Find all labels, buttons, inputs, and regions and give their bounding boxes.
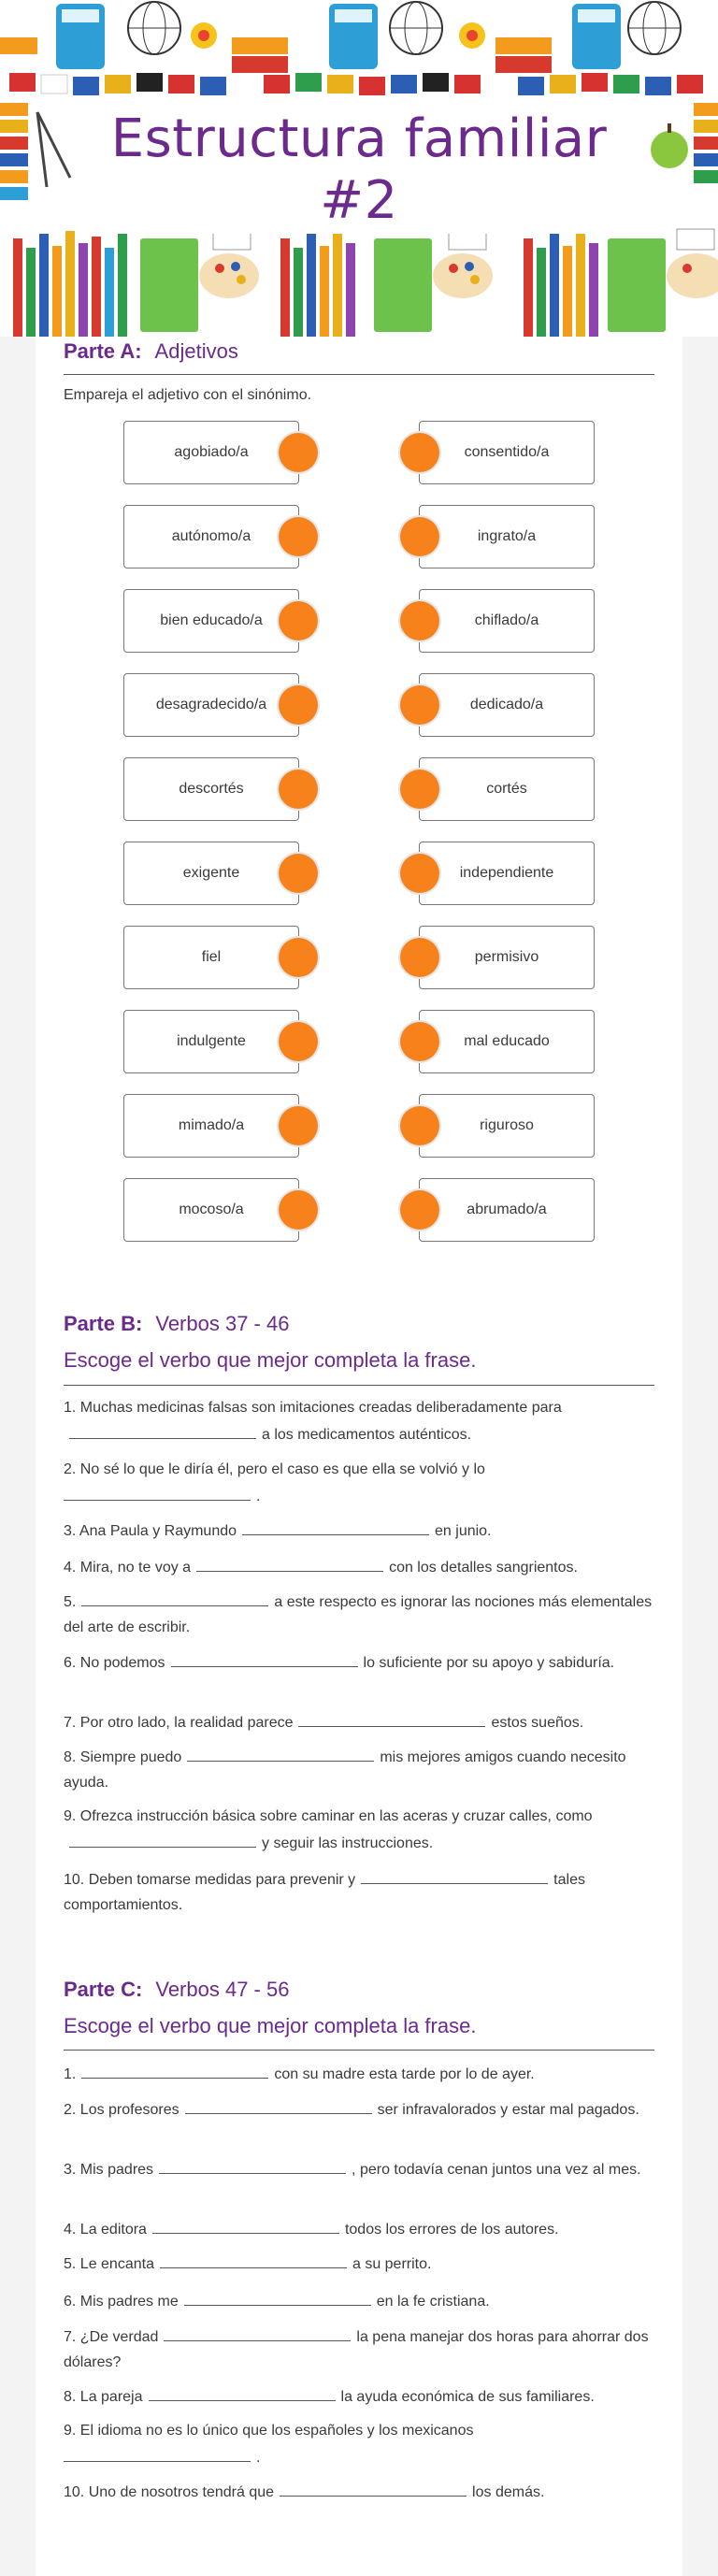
match-right-box[interactable]: permisivo bbox=[419, 926, 595, 989]
question-text-after: en junio. bbox=[435, 1523, 492, 1539]
question-text-before: 5. bbox=[64, 1594, 77, 1610]
match-left-connector[interactable] bbox=[279, 1022, 318, 1061]
match-left-connector[interactable] bbox=[279, 1190, 318, 1230]
question-item bbox=[64, 2095, 654, 2123]
answer-blank[interactable] bbox=[64, 1482, 251, 1501]
question-text-before: 3. Ana Paula y Raymundo bbox=[64, 1523, 237, 1539]
question-text-before: 5. Le encanta bbox=[64, 2256, 154, 2272]
match-left-box[interactable]: desagradecido/a bbox=[123, 673, 299, 737]
part-b-name: Verbos 37 - 46 bbox=[155, 1312, 290, 1335]
answer-blank[interactable] bbox=[81, 1588, 268, 1606]
answer-blank[interactable] bbox=[184, 2287, 371, 2306]
question-text-before: 8. La pareja bbox=[64, 2389, 143, 2405]
page-title-line-2: #2 bbox=[320, 170, 398, 231]
page-title-line-1: Estructura familiar bbox=[110, 108, 608, 169]
match-left-connector[interactable] bbox=[279, 685, 318, 725]
answer-blank[interactable] bbox=[298, 1708, 485, 1727]
question-item bbox=[64, 2250, 654, 2277]
match-left-connector[interactable] bbox=[279, 433, 318, 472]
question-text-before: 2. Los profesores bbox=[64, 2102, 180, 2118]
match-left-box[interactable]: mimado/a bbox=[123, 1094, 299, 1158]
question-item bbox=[64, 2418, 654, 2470]
match-right-connector[interactable] bbox=[400, 601, 439, 640]
question-text-after: con su madre esta tarde por lo de ayer. bbox=[274, 2066, 535, 2082]
question-text-after: con los detalles sangrientos. bbox=[389, 1560, 578, 1576]
match-right-connector[interactable] bbox=[400, 1190, 439, 1230]
question-text-after: todos los errores de los autores. bbox=[344, 2222, 559, 2238]
match-right-connector[interactable] bbox=[400, 685, 439, 725]
question-text-before: 1. bbox=[64, 2066, 77, 2082]
question-text-before: 4. La editora bbox=[64, 2222, 147, 2238]
question-item bbox=[64, 2478, 654, 2505]
answer-blank[interactable] bbox=[185, 2095, 372, 2114]
part-a-title bbox=[64, 339, 238, 364]
question-text-after: la ayuda económica de sus familiares. bbox=[340, 2389, 595, 2405]
match-right-box[interactable]: riguroso bbox=[419, 1094, 595, 1158]
match-right-box[interactable]: dedicado/a bbox=[419, 673, 595, 737]
match-left-box[interactable]: mocoso/a bbox=[123, 1178, 299, 1242]
match-right-box[interactable]: independiente bbox=[419, 842, 595, 905]
question-text-after: , pero todavía cenan juntos una vez al mes. bbox=[352, 2162, 641, 2178]
question-text-after: a los medicamentos auténticos. bbox=[262, 1427, 472, 1443]
match-left-box[interactable]: autónomo/a bbox=[123, 505, 299, 568]
question-text-before: 3. Mis padres bbox=[64, 2162, 154, 2178]
part-b-title bbox=[64, 1312, 289, 1336]
answer-blank[interactable] bbox=[187, 1743, 374, 1762]
question-item bbox=[64, 2215, 654, 2242]
match-left-box[interactable]: agobiado/a bbox=[123, 421, 299, 484]
question-item bbox=[64, 1708, 654, 1735]
question-item bbox=[64, 2155, 654, 2182]
match-right-box[interactable]: chiflado/a bbox=[419, 589, 595, 653]
match-left-box[interactable]: exigente bbox=[123, 842, 299, 905]
answer-blank[interactable] bbox=[160, 2250, 347, 2268]
answer-blank[interactable] bbox=[196, 1553, 383, 1572]
question-item bbox=[64, 1588, 654, 1640]
answer-blank[interactable] bbox=[81, 2060, 268, 2079]
question-text-after: lo suficiente por su apoyo y sabiduría. bbox=[363, 1655, 615, 1671]
answer-blank[interactable] bbox=[69, 1829, 256, 1848]
question-text-before: 1. Muchas medicinas falsas son imitaciones creadas deliberadamente para bbox=[64, 1400, 562, 1416]
match-right-box[interactable]: abrumado/a bbox=[419, 1178, 595, 1242]
part-a-instruction: Empareja el adjetivo con el sinónimo. bbox=[64, 387, 312, 403]
part-a-label-text: Parte A: bbox=[64, 339, 142, 363]
match-left-box[interactable]: descortés bbox=[123, 757, 299, 821]
part-b-label: Parte B: bbox=[64, 1312, 143, 1335]
answer-blank[interactable] bbox=[280, 2478, 467, 2497]
question-text-after: estos sueños. bbox=[491, 1715, 584, 1731]
match-right-connector[interactable] bbox=[400, 517, 439, 556]
question-text-after: y seguir las instrucciones. bbox=[262, 1835, 434, 1851]
match-left-connector[interactable] bbox=[279, 770, 318, 809]
part-a-name: Adjetivos bbox=[154, 339, 238, 363]
question-text-before: 7. Por otro lado, la realidad parece bbox=[64, 1715, 294, 1731]
question-text-after: la pena manejar dos horas para ahorrar dos dólares? bbox=[64, 2329, 649, 2370]
question-item bbox=[64, 1395, 654, 1447]
question-text-after: en la fe cristiana. bbox=[376, 2294, 490, 2310]
part-c-name: Verbos 47 - 56 bbox=[155, 1978, 290, 2001]
part-c-divider bbox=[64, 2050, 654, 2051]
match-left-box[interactable]: indulgente bbox=[123, 1010, 299, 1073]
match-left-box[interactable]: fiel bbox=[123, 926, 299, 989]
question-item bbox=[64, 2060, 654, 2087]
match-right-connector[interactable] bbox=[400, 770, 439, 809]
question-item bbox=[64, 1517, 654, 1544]
part-b-divider bbox=[64, 1385, 654, 1386]
answer-blank[interactable] bbox=[171, 1648, 358, 1667]
question-text-after: a este respecto es ignorar las nociones más elementales del arte de escribir. bbox=[64, 1594, 653, 1635]
answer-blank[interactable] bbox=[164, 2323, 351, 2341]
match-right-connector[interactable] bbox=[400, 938, 439, 977]
question-text-before: 6. No podemos bbox=[64, 1655, 165, 1671]
question-text-after: mis mejores amigos cuando necesito ayuda. bbox=[64, 1749, 626, 1791]
question-text-after: tales comportamientos. bbox=[64, 1872, 585, 1913]
question-item bbox=[64, 1648, 654, 1676]
question-item bbox=[64, 1865, 654, 1918]
part-b-subtitle: Escoge el verbo que mejor completa la frase. bbox=[64, 1348, 477, 1372]
question-text-before: 2. No sé lo que le diría él, pero el caso es que ella se volvió y lo bbox=[64, 1461, 485, 1477]
question-item bbox=[64, 1457, 654, 1509]
answer-blank[interactable] bbox=[69, 1420, 256, 1439]
match-right-box[interactable]: ingrato/a bbox=[419, 505, 595, 568]
question-item bbox=[64, 2287, 654, 2314]
question-text-after: ser infravalorados y estar mal pagados. bbox=[377, 2102, 639, 2118]
question-text-after: a su perrito. bbox=[352, 2256, 432, 2272]
match-left-connector[interactable] bbox=[279, 517, 318, 556]
question-item bbox=[64, 1553, 654, 1580]
question-item bbox=[64, 1804, 654, 1856]
match-right-box[interactable]: mal educado bbox=[419, 1010, 595, 1073]
answer-blank[interactable] bbox=[152, 2215, 339, 2234]
match-left-connector[interactable] bbox=[279, 938, 318, 977]
question-text-before: 7. ¿De verdad bbox=[64, 2329, 159, 2345]
answer-blank[interactable] bbox=[242, 1517, 429, 1535]
question-text-before: 9. El idioma no es lo único que los españoles y los mexicanos bbox=[64, 2423, 474, 2439]
question-text-before: 10. Deben tomarse medidas para prevenir y bbox=[64, 1872, 356, 1888]
answer-blank[interactable] bbox=[149, 2382, 336, 2401]
question-item bbox=[64, 2323, 654, 2375]
part-a-divider bbox=[64, 374, 654, 375]
match-left-connector[interactable] bbox=[279, 854, 318, 893]
question-text-after: los demás. bbox=[472, 2484, 545, 2500]
question-item bbox=[64, 2382, 654, 2410]
match-left-box[interactable]: bien educado/a bbox=[123, 589, 299, 653]
match-left-connector[interactable] bbox=[279, 1106, 318, 1145]
question-text-before: 9. Ofrezca instrucción básica sobre caminar en las aceras y cruzar calles, como bbox=[64, 1808, 593, 1824]
match-right-box[interactable]: consentido/a bbox=[419, 421, 595, 484]
question-text-after: . bbox=[256, 1489, 261, 1504]
question-text-before: 10. Uno de nosotros tendrá que bbox=[64, 2484, 275, 2500]
answer-blank[interactable] bbox=[64, 2443, 251, 2462]
part-c-label: Parte C: bbox=[64, 1978, 143, 2001]
match-right-connector[interactable] bbox=[400, 433, 439, 472]
part-c-title bbox=[64, 1978, 289, 2002]
question-text-before: 6. Mis padres me bbox=[64, 2294, 179, 2310]
match-right-connector[interactable] bbox=[400, 1022, 439, 1061]
match-right-box[interactable]: cortés bbox=[419, 757, 595, 821]
answer-blank[interactable] bbox=[361, 1865, 548, 1884]
question-item bbox=[64, 1743, 654, 1795]
question-text-after: . bbox=[256, 2450, 261, 2466]
match-right-connector[interactable] bbox=[400, 854, 439, 893]
question-text-before: 8. Siempre puedo bbox=[64, 1749, 182, 1765]
match-right-connector[interactable] bbox=[400, 1106, 439, 1145]
match-left-connector[interactable] bbox=[279, 601, 318, 640]
answer-blank[interactable] bbox=[159, 2155, 346, 2174]
question-text-before: 4. Mira, no te voy a bbox=[64, 1560, 192, 1576]
part-c-subtitle: Escoge el verbo que mejor completa la frase. bbox=[64, 2014, 477, 2037]
